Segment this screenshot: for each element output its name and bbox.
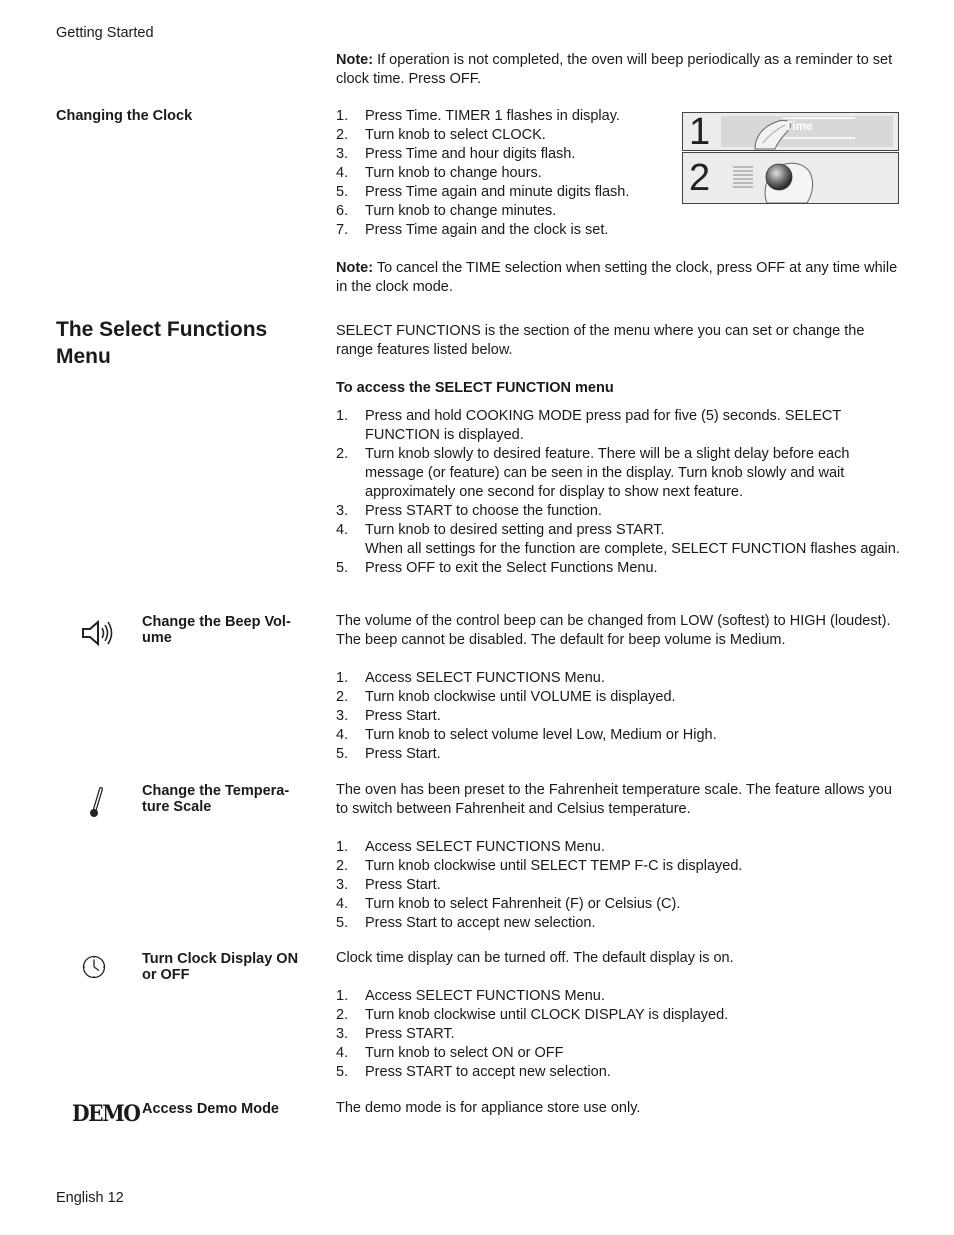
list-item: 5. Press OFF to exit the Select Functions Menu. bbox=[336, 560, 658, 576]
clock-display-body bbox=[336, 949, 901, 1082]
list-item: 1. Press Time. TIMER 1 flashes in display. bbox=[336, 108, 620, 124]
speaker-icon bbox=[74, 616, 124, 650]
subsection-heading-beep-volume: Change the Beep Vol- ume bbox=[142, 614, 291, 646]
page-footer: English 12 bbox=[56, 1190, 124, 1206]
list-item: 2. Turn knob clockwise until CLOCK DISPLAY is displayed. bbox=[336, 1007, 729, 1023]
paragraph: The demo mode is for appliance store use only. bbox=[336, 1100, 641, 1116]
page-header: Getting Started bbox=[56, 25, 154, 41]
illustration-step-number: 2 bbox=[689, 157, 711, 199]
list-item: 1. Access SELECT FUNCTIONS Menu. bbox=[336, 839, 605, 855]
note-label: Note: bbox=[336, 260, 374, 276]
subsection-heading-demo-mode: Access Demo Mode bbox=[142, 1101, 279, 1117]
clock-steps bbox=[336, 107, 666, 240]
list-item: 5. Press Start. bbox=[336, 746, 441, 762]
temp-scale-body bbox=[336, 781, 901, 933]
list-item: 4. Turn knob to change hours. bbox=[336, 165, 542, 181]
list-item: 2. Turn knob clockwise until VOLUME is displayed. bbox=[336, 689, 676, 705]
list-item: 3. Press START. bbox=[336, 1026, 455, 1042]
subsection-heading-clock-display: Turn Clock Display ON or OFF bbox=[142, 951, 299, 983]
subheading-access-menu: To access the SELECT FUNCTION menu bbox=[336, 380, 614, 396]
subsection-heading-temp-scale: Change the Tempera- ture Scale bbox=[142, 783, 290, 815]
list-item: 1. Access SELECT FUNCTIONS Menu. bbox=[336, 670, 605, 686]
list-item: 2. Turn knob clockwise until SELECT TEMP F-C is displayed. bbox=[336, 858, 743, 874]
list-item: 2. Turn knob slowly to desired feature. There will be a slight delay before each message (or feature) can be seen in the display. Turn knob slowly and wait approximately one second for display to show next feature. bbox=[336, 446, 850, 500]
list-item: 1. Access SELECT FUNCTIONS Menu. bbox=[336, 988, 605, 1004]
note-cancel-time bbox=[336, 259, 901, 297]
illustration-step-number: 1 bbox=[689, 112, 711, 151]
list-item: 3. Press Start. bbox=[336, 708, 441, 724]
list-item: 4. Turn knob to desired setting and press START. When all settings for the function are complete, SELECT FUNCTION flashes again. bbox=[336, 522, 900, 557]
list-item: 7. Press Time again and the clock is set. bbox=[336, 222, 609, 238]
list-item: 5. Press Time again and minute digits flash. bbox=[336, 184, 630, 200]
time-key-label: Time bbox=[785, 119, 813, 133]
note-text: If operation is not completed, the oven will beep periodically as a reminder to set clock time. Press OFF. bbox=[336, 52, 893, 87]
list-item: 3. Press Time and hour digits flash. bbox=[336, 146, 576, 162]
section-title-select-functions: The Select Functions Menu bbox=[56, 318, 268, 368]
select-functions-body bbox=[336, 322, 901, 578]
demo-mode-body bbox=[336, 1099, 901, 1118]
list-item: 1. Press and hold COOKING MODE press pad for five (5) seconds. SELECT FUNCTION is displayed. bbox=[336, 408, 842, 443]
list-item: 5. Press START to accept new selection. bbox=[336, 1064, 611, 1080]
list-item: 4. Turn knob to select ON or OFF bbox=[336, 1045, 564, 1061]
illustration-turn-knob bbox=[682, 152, 899, 204]
list-item: 3. Press Start. bbox=[336, 877, 441, 893]
clock-icon bbox=[74, 952, 124, 982]
section-heading-changing-clock: Changing the Clock bbox=[56, 108, 193, 124]
list-item: 3. Press START to choose the function. bbox=[336, 503, 602, 519]
knob-icon bbox=[683, 153, 898, 203]
list-item: 4. Turn knob to select volume level Low, Medium or High. bbox=[336, 727, 717, 743]
demo-icon: DEMO bbox=[72, 1101, 140, 1127]
list-item: 6. Turn knob to change minutes. bbox=[336, 203, 557, 219]
note-text: To cancel the TIME selection when setting the clock, press OFF at any time while in the clock mode. bbox=[336, 260, 898, 295]
paragraph: The oven has been preset to the Fahrenheit temperature scale. The feature allows you to switch between Fahrenheit and Celsius temperature. bbox=[336, 782, 892, 817]
paragraph: SELECT FUNCTIONS is the section of the menu where you can set or change the range features listed below. bbox=[336, 323, 865, 358]
list-item: 2. Turn knob to select CLOCK. bbox=[336, 127, 546, 143]
illustration-press-time bbox=[682, 112, 899, 151]
list-item: 4. Turn knob to select Fahrenheit (F) or Celsius (C). bbox=[336, 896, 681, 912]
paragraph: Clock time display can be turned off. The default display is on. bbox=[336, 950, 734, 966]
paragraph: The volume of the control beep can be changed from LOW (softest) to HIGH (loudest). The beep cannot be disabled. The default for beep volume is Medium. bbox=[336, 613, 891, 648]
thermometer-icon bbox=[74, 785, 124, 821]
note-reminder bbox=[336, 51, 901, 89]
note-label: Note: bbox=[336, 52, 374, 68]
list-item: 5. Press Start to accept new selection. bbox=[336, 915, 596, 931]
beep-volume-body bbox=[336, 612, 901, 764]
